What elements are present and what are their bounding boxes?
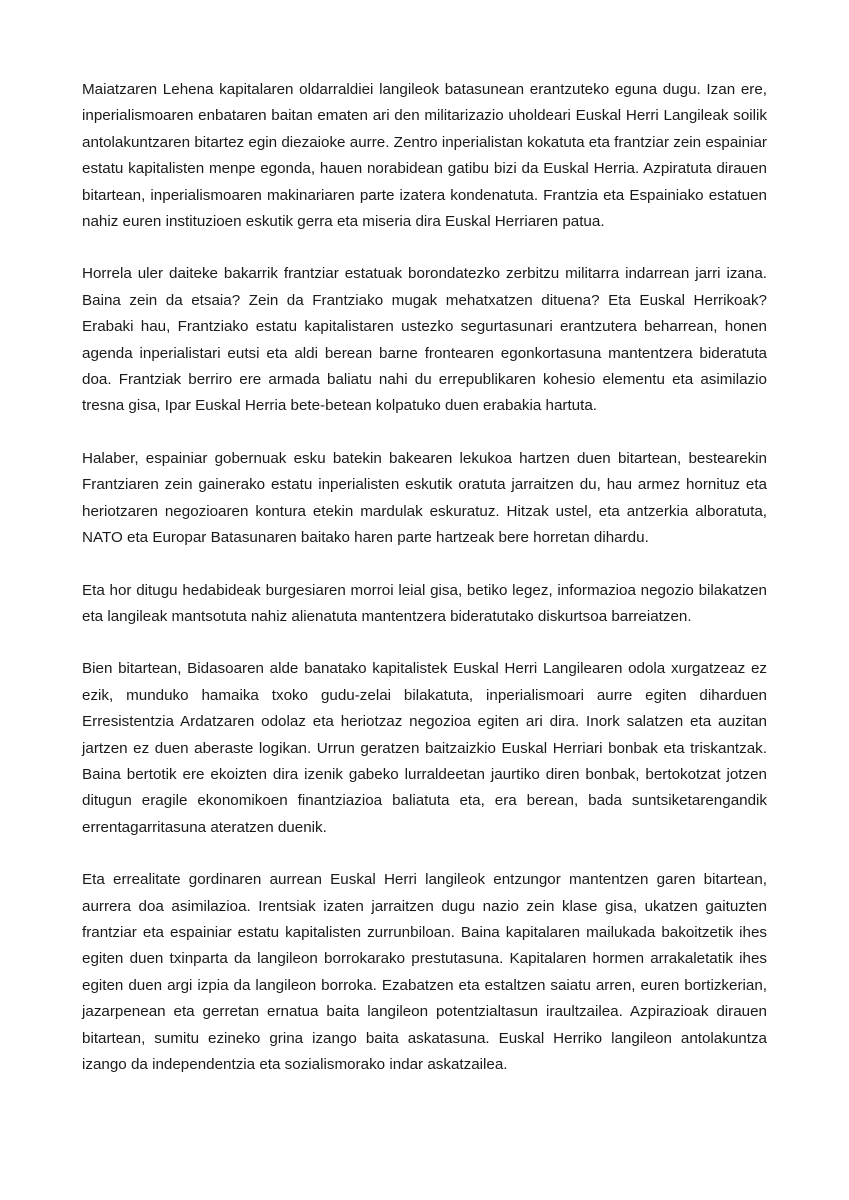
paragraph-5: Bien bitartean, Bidasoaren alde banatako kapitalistek Euskal Herri Langilearen odola xurgatzeaz ez ezik, munduko hamaika txoko gudu-zelai bilakatuta, inperialismoari aurre egiten diharduen Erresistentzia Ardatzaren odolaz eta heriotzaz negozioa egiten ari dira. Inork salatzen eta auzitan jartzen ez duen aberaste logikan. Urrun geratzen baitzaizkio Euskal Herriari bonbak eta triskantzak. Baina bertotik ere ekoizten dira izenik gabeko lurraldeetan jaurtiko diren bonbak, bertokotzat jotzen ditugun eragile ekonomikoen finantziazioa baliatuta eta, era berean, bada suntsiketarengandik errentagarritasuna ateratzen duenik. (82, 660, 767, 836)
document-body (82, 77, 767, 1078)
paragraph-3: Halaber, espainiar gobernuak esku batekin bakearen lekukoa hartzen duen bitartean, bestearekin Frantziaren zein gainerako estatu inperialisten eskutik oratuta jarraitzen du, hau armez hornituz eta heriotzaren negozioaren kontura etekin mardulak eskuratuz. Hitzak ustel, eta antzerkia alboratuta, NATO eta Europar Batasunaren baitako haren parte hartzeak bere horretan dihardu. (82, 449, 767, 547)
paragraph-6: Eta errealitate gordinaren aurrean Euskal Herri langileok entzungor mantentzen garen bitartean, aurrera doa asimilazioa. Irentsiak izaten jarraitzen dugu nazio zein klase gisa, ukatzen gaituzten frantziar eta espainiar estatu kapitalisten zurrunbiloan. Baina kapitalaren mailukada bakoitzetik ihes egiten duen txinparta da langileon borrokarako prestutasuna. Kapitalaren hormen arrakaletatik ihes egiten duen argi izpia da langileon borroka. Ezabatzen eta estaltzen saiatu arren, euren bortizkerian, jazarpenean eta gerretan ernatua baita langileon potentzialtasun iraultzailea. Azpirazioak dirauen bitartean, sumitu ezineko grina izango baita askatasuna. Euskal Herriko langileon antolakuntza izango da independentzia eta sozialismorako indar askatzailea. (82, 871, 767, 1073)
paragraph-4: Eta hor ditugu hedabideak burgesiaren morroi leial gisa, betiko legez, informazioa negozio bilakatzen eta langileak mantsotuta nahiz alienatuta mantentzera bideratutako diskurtsoa barreiatzen. (82, 581, 767, 625)
paragraph-2: Horrela uler daiteke bakarrik frantziar estatuak borondatezko zerbitzu militarra indarrean jarri izana. Baina zein da etsaia? Zein da Frantziako mugak mehatxatzen dituena? Eta Euskal Herrikoak? Erabaki hau, Frantziako estatu kapitalistaren ustezko segurtasunari erantzutera beharrean, honen agenda inperialistari eutsi eta aldi berean barne frontearen egonkortasuna mantentzera bideratuta doa. Frantziak berriro ere armada baliatu nahi du errepublikaren kohesio elementu eta asimilazio tresna gisa, Ipar Euskal Herria bete-betean kolpatuko duen erabakia hartuta. (82, 265, 767, 415)
paragraph-1: Maiatzaren Lehena kapitalaren oldarraldiei langileok batasunean erantzuteko eguna dugu. Izan ere, inperialismoaren enbataren baitan ematen ari den militarizazio uholdeari Euskal Herri Langileak soilik antolakuntzaren bitartez egin diezaioke aurre. Zentro inperialistan kokatuta eta frantziar zein espainiar estatu kapitalisten menpe egonda, hauen norabidean gatibu bizi da Euskal Herria. Azpiratuta dirauen bitartean, inperialismoaren makinariaren parte izatera kondenatuta. Frantzia eta Espainiako estatuen nahiz euren instituzioen eskutik gerra eta miseria dira Euskal Herriaren patua. (82, 81, 767, 231)
